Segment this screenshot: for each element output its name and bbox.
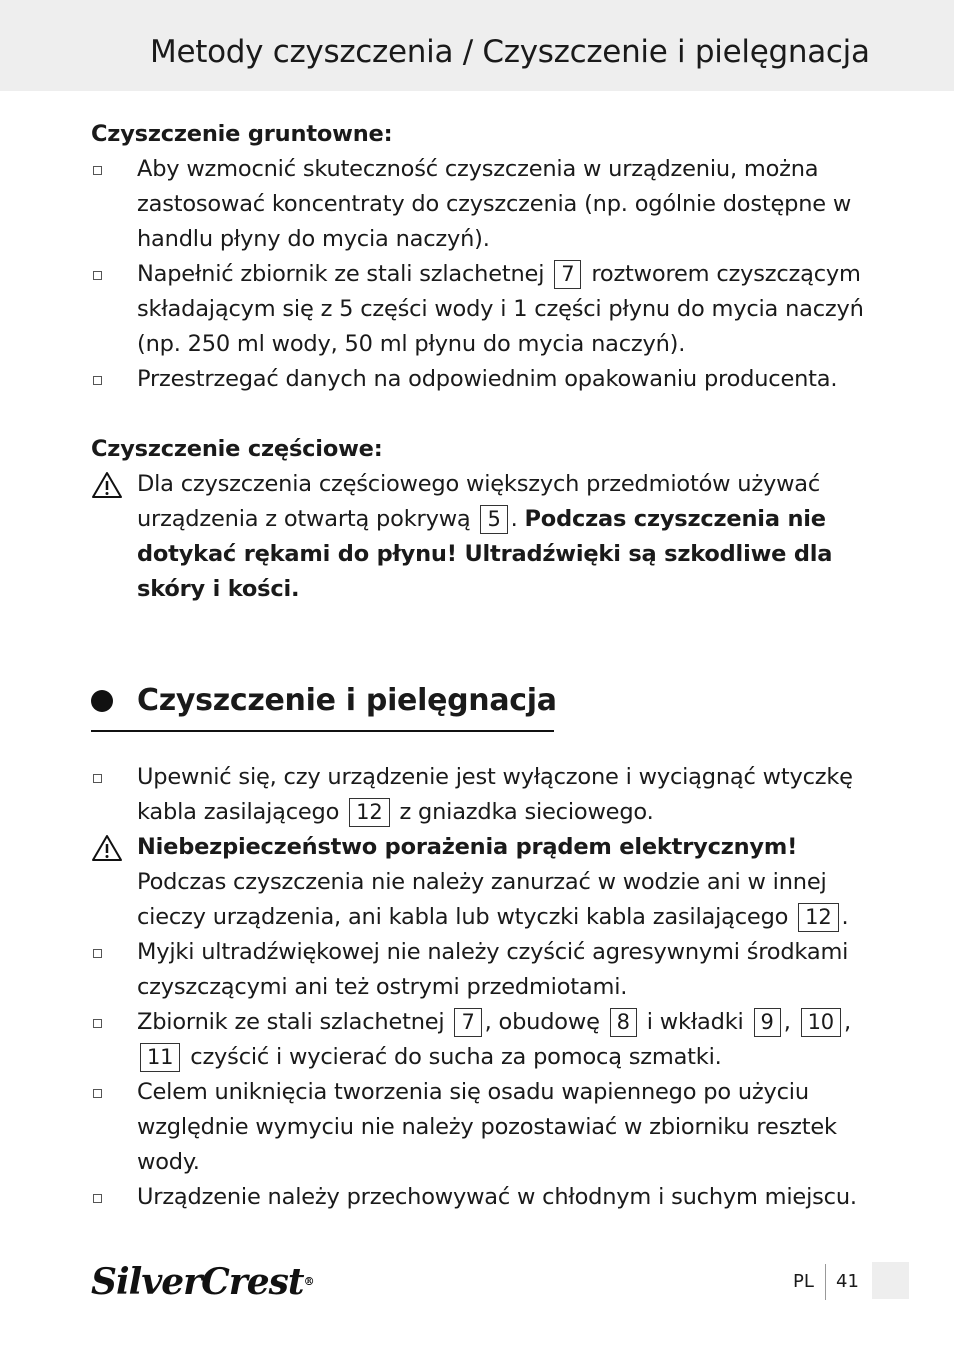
list-item xyxy=(91,362,871,397)
warning-text: . xyxy=(510,506,518,532)
language-code: PL xyxy=(793,1271,814,1292)
part-reference: 10 xyxy=(801,1008,841,1037)
item-text: , xyxy=(843,1009,851,1035)
page-content xyxy=(91,117,871,1215)
square-bullet-icon xyxy=(93,271,102,280)
heading-underline xyxy=(91,730,554,732)
part-reference: 7 xyxy=(454,1008,481,1037)
item-text: z gniazdka sieciowego. xyxy=(399,799,654,825)
list-item xyxy=(91,1075,871,1180)
item-text: Napełnić zbiornik ze stali szlachetnej xyxy=(137,261,545,287)
item-text: , obudowę xyxy=(484,1009,600,1035)
part-reference: 12 xyxy=(349,798,389,827)
item-text: roztworem czyszczącym składającym się z 5 części wody i 1 części płynu do mycia naczyń (np. 250 ml wody, 50 ml płynu do mycia naczyń). xyxy=(137,261,864,357)
item-text: Myjki ultradźwiękowej nie należy czyścić agresywnymi środkami czyszczącymi ani też ostrymi przedmiotami. xyxy=(137,939,849,1000)
item-text: Upewnić się, czy urządzenie jest wyłączone i wyciągnąć wtyczkę kabla zasilającego xyxy=(137,764,853,825)
part-reference: 12 xyxy=(798,903,838,932)
item-text: Aby wzmocnić skuteczność czyszczenia w urządzeniu, można zastosować koncentraty do czyszczenia (np. ogólnie dostępne w handlu płyny do mycia naczyń). xyxy=(137,156,852,252)
warning-item xyxy=(91,467,871,607)
section-heading xyxy=(91,680,871,722)
part-reference: 8 xyxy=(610,1008,637,1037)
item-text: , xyxy=(783,1009,791,1035)
page-number: 41 xyxy=(836,1271,859,1292)
list-item xyxy=(91,152,871,257)
brand-logo xyxy=(91,1262,315,1302)
brand-name: SilverCrest xyxy=(91,1261,304,1303)
square-bullet-icon xyxy=(93,774,102,783)
footer-divider xyxy=(825,1264,826,1300)
heading-partial-cleaning: Czyszczenie częściowe: xyxy=(91,436,383,462)
list-item xyxy=(91,1005,871,1075)
warning-triangle-icon xyxy=(91,834,123,862)
warning-text: Dla czyszczenia częściowego większych przedmiotów używać urządzenia z otwartą pokrywą xyxy=(137,471,821,532)
item-text: Zbiornik ze stali szlachetnej xyxy=(137,1009,445,1035)
warning-text: Podczas czyszczenia nie należy zanurzać w wodzie ani w innej cieczy urządzenia, ani kabla lub wtyczki kabla zasilającego xyxy=(137,869,827,930)
item-text: i wkładki xyxy=(646,1009,744,1035)
square-bullet-icon xyxy=(93,166,102,175)
list-item xyxy=(91,257,871,362)
warning-triangle-icon xyxy=(91,471,123,499)
heading-basic-cleaning: Czyszczenie gruntowne: xyxy=(91,121,393,147)
square-bullet-icon xyxy=(93,376,102,385)
registered-mark: ® xyxy=(303,1275,315,1288)
item-text: czyścić i wycierać do sucha za pomocą szmatki. xyxy=(190,1044,722,1070)
list-item xyxy=(91,935,871,1005)
part-reference: 5 xyxy=(480,505,507,534)
square-bullet-icon xyxy=(93,949,102,958)
item-text: Urządzenie należy przechowywać w chłodnym i suchym miejscu. xyxy=(137,1184,857,1210)
warning-bold-text: Podczas czyszczenia nie dotykać rękami do płynu! Ultradźwięki są szkodliwe dla skóry i kości. xyxy=(137,506,833,602)
part-reference: 9 xyxy=(754,1008,781,1037)
square-bullet-icon xyxy=(93,1194,102,1203)
footer-tab-marker xyxy=(872,1262,909,1299)
item-text: Przestrzegać danych na odpowiednim opakowaniu producenta. xyxy=(137,366,838,392)
part-reference: 7 xyxy=(554,260,581,289)
square-bullet-icon xyxy=(93,1089,102,1098)
page-header xyxy=(0,0,954,91)
warning-item xyxy=(91,830,871,935)
warning-bold-text: Niebezpieczeństwo porażenia prądem elektrycznym! xyxy=(137,834,798,860)
page-title: Metody czyszczenia / Czyszczenie i pielęgnacja xyxy=(150,34,870,70)
warning-text: . xyxy=(841,904,849,930)
section-title: Czyszczenie i pielęgnacja xyxy=(137,683,557,718)
list-item xyxy=(91,1180,871,1215)
part-reference: 11 xyxy=(140,1043,180,1072)
item-text: Celem uniknięcia tworzenia się osadu wapiennego po użyciu względnie wymyciu nie należy pozostawiać w zbiorniku resztek wody. xyxy=(137,1079,837,1175)
bullet-dot-icon xyxy=(91,690,113,712)
list-item xyxy=(91,760,871,830)
square-bullet-icon xyxy=(93,1019,102,1028)
